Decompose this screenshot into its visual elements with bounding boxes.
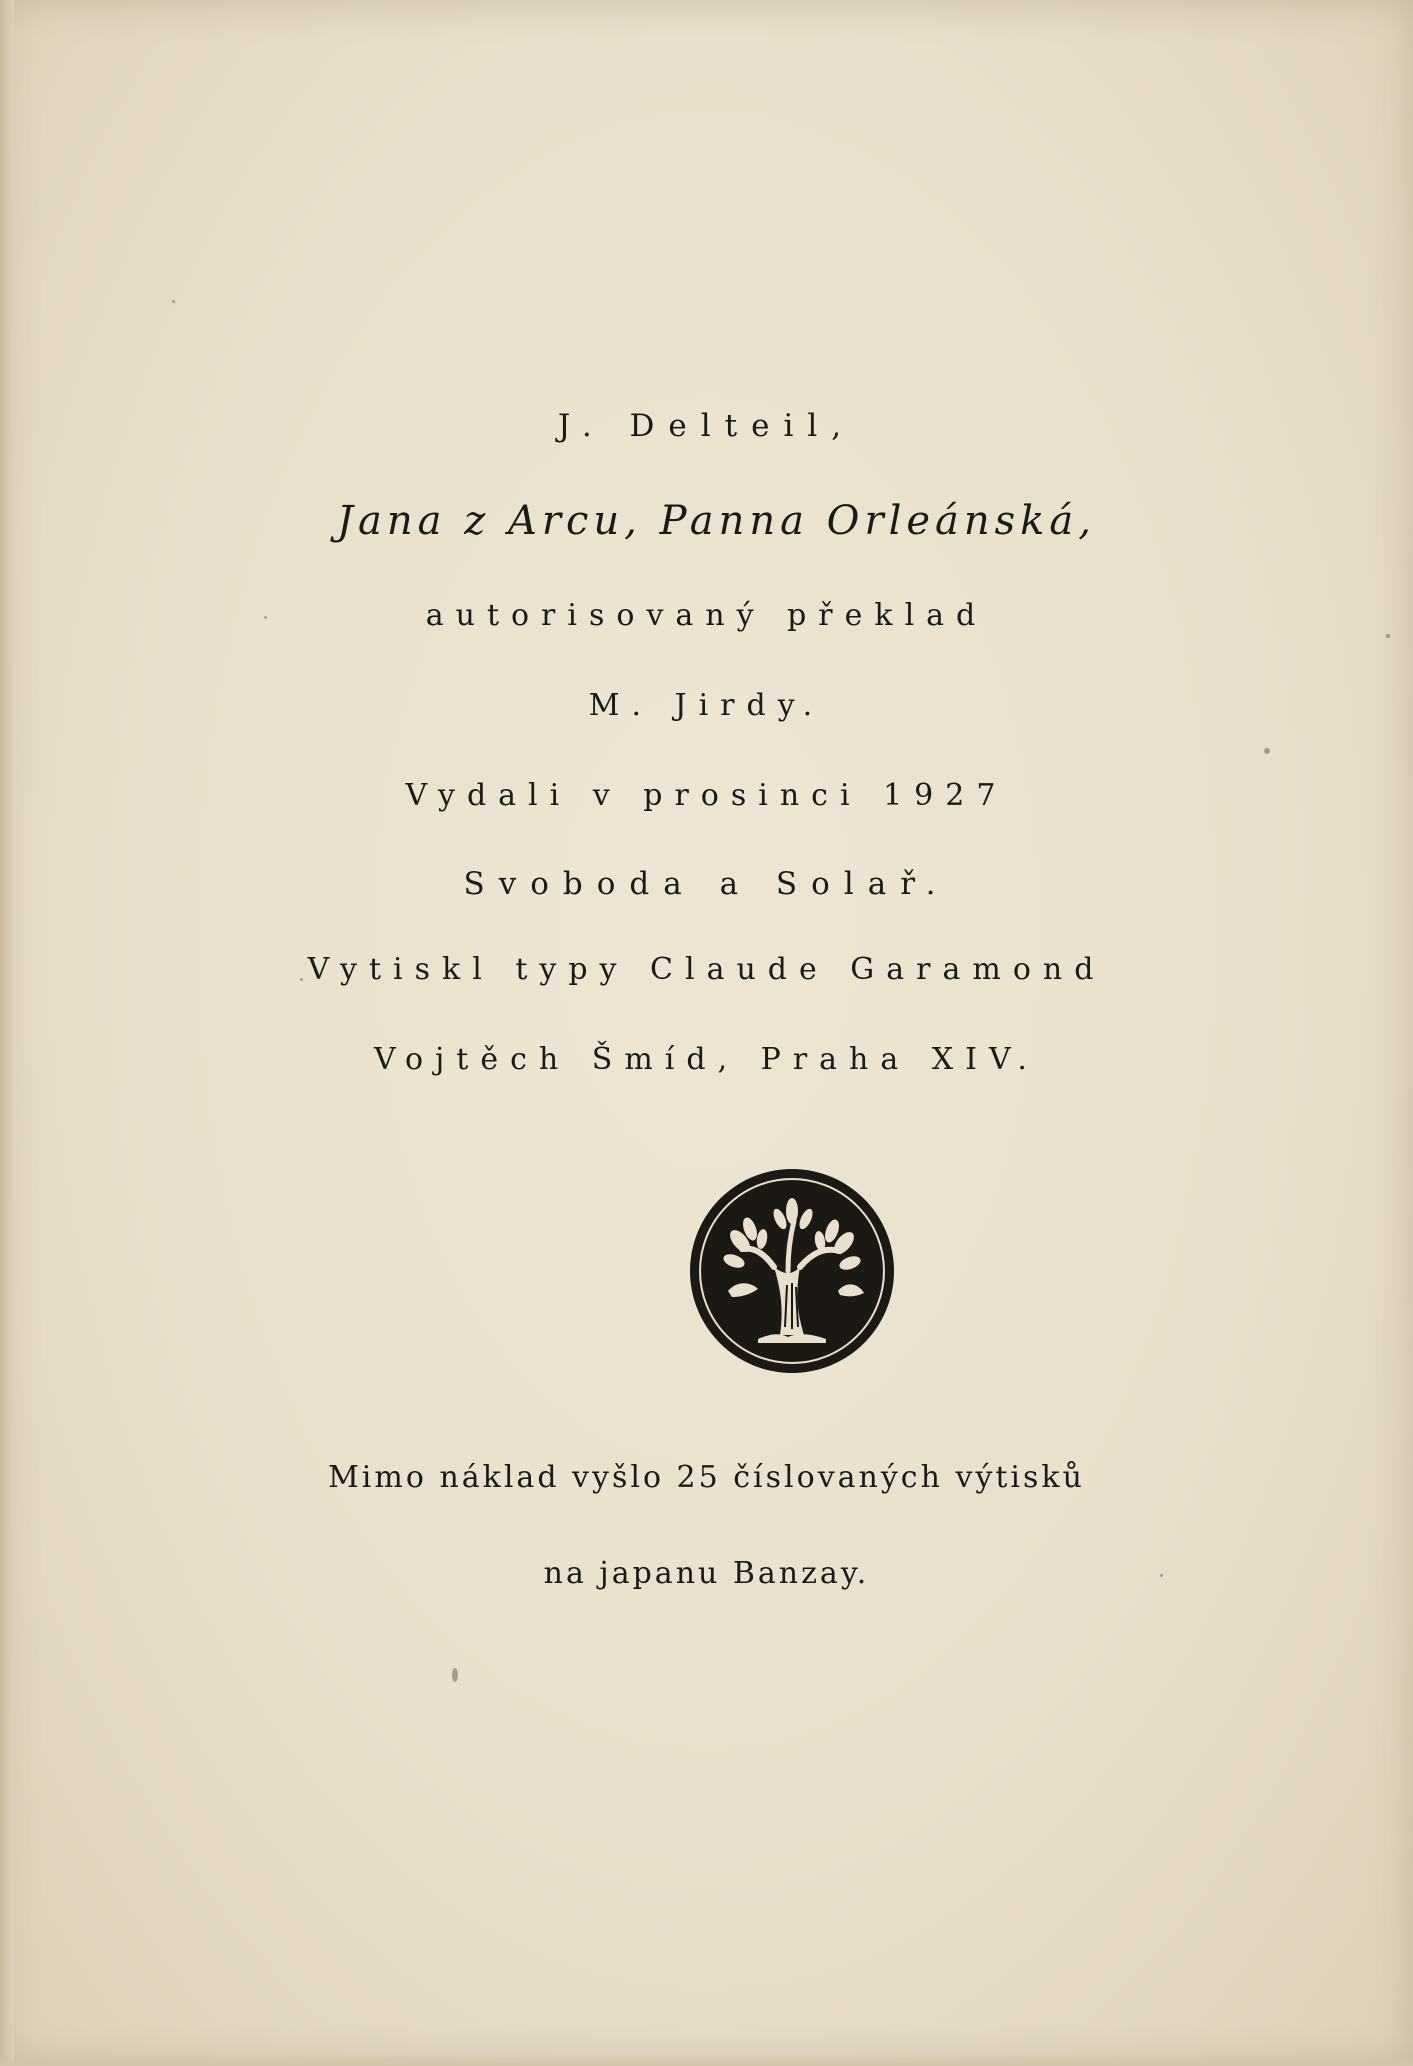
paper-speck — [452, 1668, 458, 1682]
paper-note: na japanu Banzay. — [543, 1556, 870, 1591]
translator-line: M. Jirdy. — [588, 688, 825, 723]
page-edge-bottom — [0, 2056, 1413, 2066]
tree-roundel-icon — [688, 1167, 896, 1375]
edition-note: Mimo náklad vyšlo 25 číslovaných výtisků — [328, 1460, 1085, 1495]
publication-date-line: Vydali v prosinci 1927 — [405, 778, 1008, 813]
paper-speck — [1160, 1574, 1163, 1577]
paper-speck — [1264, 748, 1270, 754]
translation-line: autorisovaný překlad — [425, 598, 988, 633]
author-line: J. Delteil, — [557, 408, 856, 444]
paper-speck — [264, 616, 267, 619]
paper-speck — [172, 300, 175, 303]
book-title: Jana z Arcu, Panna Orleánská, — [337, 498, 1096, 544]
printer-line: Vojtěch Šmíd, Praha XIV. — [374, 1042, 1039, 1077]
paper-speck — [1386, 634, 1390, 638]
publishers-line: Svoboda a Solař. — [463, 866, 950, 902]
paper-speck — [300, 978, 303, 981]
typeface-line: Vytiskl typy Claude Garamond — [307, 952, 1106, 987]
page-edge-left — [0, 0, 14, 2066]
